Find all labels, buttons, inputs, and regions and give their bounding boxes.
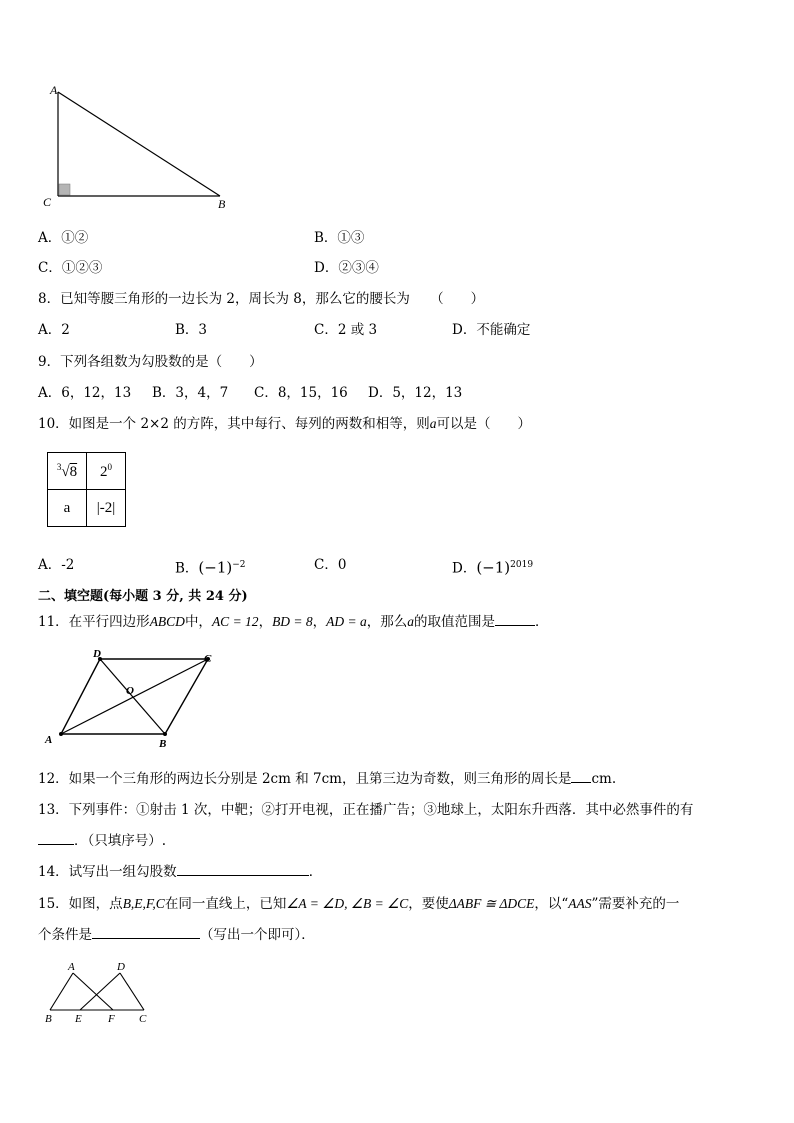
cbrt-index: 3 [56,461,62,472]
q12-answer-blank[interactable] [571,770,591,783]
vertex-label-b: B [159,738,167,750]
q9-option-d: D．5，12，13 [368,385,463,401]
q11-stem-d: 的取值范围是 [414,614,496,630]
q10-stem-a: 10．如图是一个 2×2 的方阵，其中每行、每列的两数和相等，则 [38,416,430,432]
vertex-label-a: A [50,83,58,97]
q10-option-b-prefix: B． [175,560,199,577]
q15-stem-e: ”需要补充的一 [591,896,680,912]
q15-stem-a: 15．如图，点 [38,896,123,912]
power-base: 2 [100,463,108,480]
q7-option-c: C．①②③ [38,260,103,276]
q15-cond: ∠A = ∠D, ∠B = ∠C [286,896,409,911]
q14-end: ． [308,864,323,880]
q12-stem-b: cm. [591,771,617,787]
q7-option-a: A．①② [38,230,89,246]
q11-stem-c: ，那么 [366,614,408,630]
q9-option-a: A．6，12，13 [38,385,132,401]
q13-line2-wrap [38,832,166,850]
cell-abs: |-2| [87,490,126,527]
right-triangle-figure [40,82,240,212]
q11-sep2: ， [312,614,327,630]
cbrt-radicand: 8 [69,463,78,480]
q10-option-a: A．-2 [38,557,75,573]
q15-answer-blank[interactable] [92,926,200,939]
parallelogram-figure [40,646,230,751]
q15-congr: ΔABF ≅ ΔDCE [448,896,535,911]
q10-stem-b: 可以是（ ） [436,416,531,432]
q10-option-d-exp: 2019 [510,560,534,570]
q15-stem-d: ，以“ [534,896,569,912]
q9-stem: 9．下列各组数为勾股数的是（ ） [38,354,263,370]
vertex-label-c: C [139,1013,147,1025]
q8-option-a: A．2 [38,322,70,338]
vertex-label-a: A [68,961,75,973]
q11-answer-blank[interactable] [495,613,535,626]
q8-option-b: B．3 [175,322,208,338]
power-exp: 0 [107,461,112,472]
q15-line2-a: 个条件是 [38,927,92,943]
center-label-o: O [126,685,134,697]
q15-stem-b: 在同一直线上，已知 [164,896,287,912]
q8-option-d: D．不能确定 [452,322,531,338]
q12-stem-a: 12．如果一个三角形的两边长分别是 2cm 和 7cm，且第三边为奇数，则三角形的周长是 [38,771,572,787]
q11-abcd: ABCD [149,614,185,629]
q14-stem-wrap [38,863,322,881]
q11-ac: AC = 12 [211,614,259,629]
q10-option-c: C．0 [314,557,347,573]
q15-stem-c: ，要使 [408,896,449,912]
radical-sign: √ [61,463,70,480]
q11-stem-a: 11．在平行四边形 [38,614,150,630]
q10-option-b [175,556,246,578]
vertex-label-c: C [43,195,52,209]
q10-option-b-base: (−1) [198,558,233,577]
vertex-label-b: B [218,197,226,211]
q15-line1 [38,895,679,913]
q12-stem [38,770,616,788]
q11-stem-b: 中， [184,614,212,630]
q7-option-d: D．②③④ [314,260,379,276]
q10-option-d-base: (−1) [476,558,511,577]
q13-answer-blank[interactable] [38,832,74,845]
q9-option-b: B．3，4，7 [152,385,229,401]
q15-points: B,E,F,C [122,896,165,911]
q11-stem [38,613,549,631]
vertex-label-a: A [45,734,53,746]
cell-power [87,453,126,490]
overlapping-triangles-figure [40,958,160,1028]
vertex-label-d: D [93,648,101,660]
q11-ad: AD = a [326,614,367,629]
q10-stem [38,415,531,433]
q14-stem: 14．试写出一组勾股数 [38,864,177,880]
vertex-label-f: F [108,1013,115,1025]
q8-option-c: C．2 或 3 [314,322,378,338]
section-heading: 二、填空题(每小题 3 分, 共 24 分) [38,589,248,604]
q15-line2-b: （写出一个即可）． [200,927,315,943]
q10-var: a [429,416,437,431]
q14-answer-blank[interactable] [177,863,309,876]
vertex-label-d: D [117,961,125,973]
q10-option-b-exp: −2 [232,560,246,570]
q9-option-c: C．8，15，16 [254,385,348,401]
q10-option-d [452,556,533,578]
q10-option-d-prefix: D． [452,560,477,577]
q11-end: ． [535,614,549,630]
q11-var: a [407,614,415,629]
q15-aas: AAS [568,896,592,911]
q13-line1: 13．下列事件：①射击 1 次，中靶；②打开电视，正在播广告；③地球上，太阳东升西落．其中必然事件的有 [38,802,694,818]
q10-matrix [47,452,126,527]
vertex-label-b: B [45,1013,52,1025]
q7-option-b: B．①③ [314,230,365,246]
vertex-label-e: E [75,1013,82,1025]
cell-a: a [48,490,87,527]
vertex-label-c: C [204,653,212,665]
cell-cube-root [48,453,87,490]
q11-sep1: ， [258,614,273,630]
q13-line2: ．（只填序号）. [74,833,167,849]
q11-bd: BD = 8 [272,614,313,629]
q8-stem: 8．已知等腰三角形的一边长为 2，周长为 8，那么它的腰长为 （ ） [38,291,485,307]
q15-line2 [38,926,315,944]
